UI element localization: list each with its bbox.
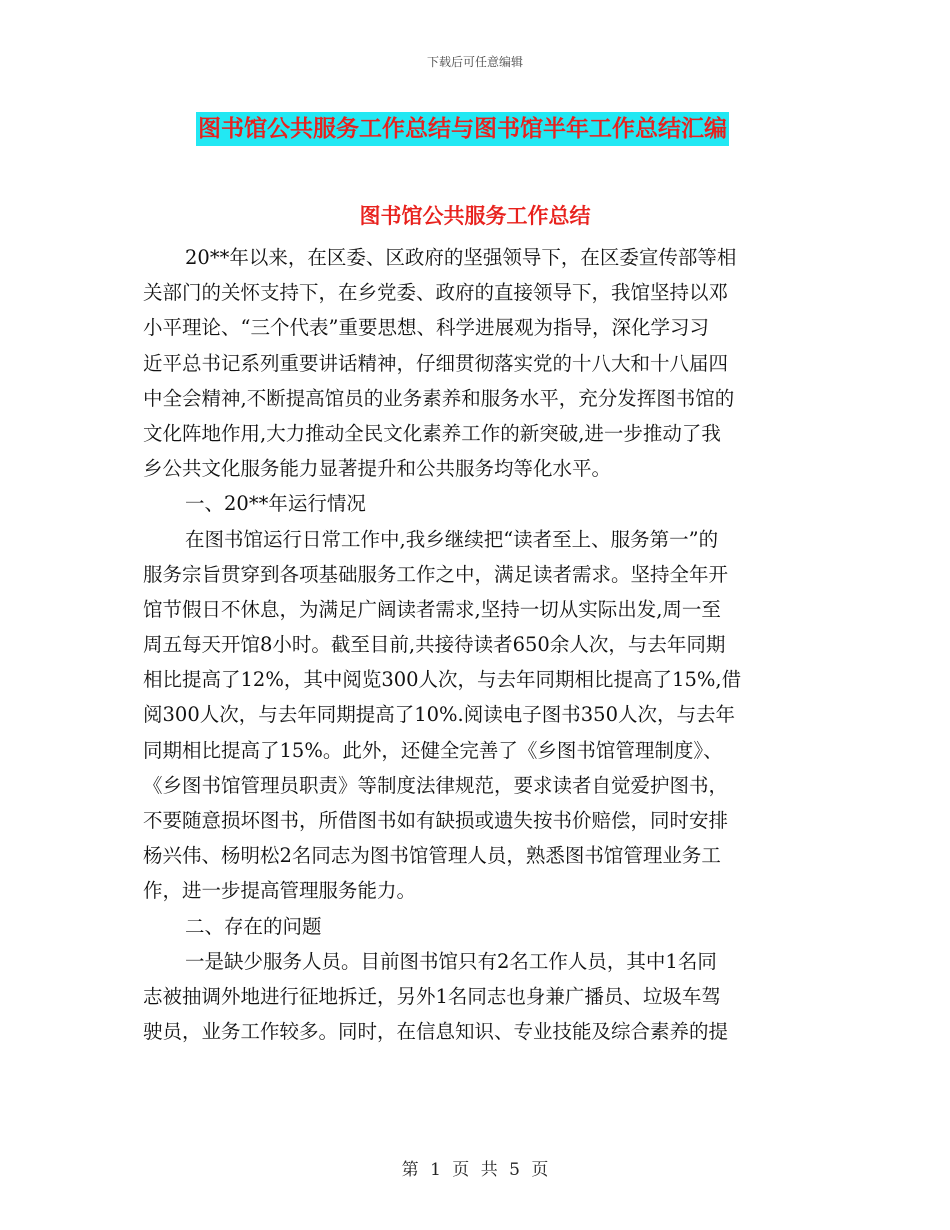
paragraph-line: 阅300人次，与去年同期提高了10%.阅读电子图书350人次，与去年 (143, 703, 735, 727)
paragraph-line: 中全会精神,不断提高馆员的业务素养和服务水平，充分发挥图书馆的 (143, 386, 735, 410)
paragraph-line: 同期相比提高了15%。此外，还健全完善了《乡图书馆管理制度》、 (143, 738, 723, 762)
section-title: 图书馆公共服务工作总结 (359, 204, 591, 228)
paragraph-line: 驶员，业务工作较多。同时，在信息知识、专业技能及综合素养的提 (143, 1020, 729, 1044)
paragraph-line: 近平总书记系列重要讲话精神，仔细贯彻落实党的十八大和十八届四 (143, 351, 729, 375)
page-header: 下载后可任意编辑 (426, 55, 523, 69)
paragraph-line: 在图书馆运行日常工作中,我乡继续把“读者至上、服务第一”的 (185, 527, 719, 551)
paragraph-line: 文化阵地作用,大力推动全民文化素养工作的新突破,进一步推动了我 (143, 421, 721, 445)
paragraph-line: 《乡图书馆管理员职责》等制度法律规范，要求读者自觉爱护图书， (143, 773, 729, 797)
paragraph-line: 作，进一步提高管理服务能力。 (143, 879, 417, 903)
page-footer: 第 1 页 共 5 页 (401, 1160, 549, 1180)
paragraph-line: 相比提高了12%，其中阅览300人次，与去年同期相比提高了15%,借 (143, 668, 742, 692)
paragraph-line: 20**年以来，在区委、区政府的坚强领导下，在区委宣传部等相 (185, 246, 737, 269)
document-title: 图书馆公共服务工作总结与图书馆半年工作总结汇编 (196, 112, 729, 146)
paragraph-line: 小平理论、“三个代表”重要思想、科学进展观为指导，深化学习习 (143, 316, 709, 340)
heading-line: 一、20**年运行情况 (185, 492, 366, 516)
paragraph-line: 服务宗旨贯穿到各项基础服务工作之中，满足读者需求。坚持全年开 (143, 562, 729, 586)
paragraph-line: 杨兴伟、杨明松2名同志为图书馆管理人员，熟悉图书馆管理业务工 (143, 844, 721, 868)
heading-line: 二、存在的问题 (185, 914, 322, 938)
paragraph-line: 不要随意损坏图书，所借图书如有缺损或遗失按书价赔偿，同时安排 (143, 809, 729, 832)
paragraph-line: 一是缺少服务人员。目前图书馆只有2名工作人员，其中1名同 (185, 949, 717, 973)
body-text (143, 240, 803, 1049)
paragraph-line: 志被抽调外地进行征地拆迁，另外1名同志也身兼广播员、垃圾车驾 (143, 984, 721, 1008)
paragraph-line: 周五每天开馆8小时。截至目前,共接待读者650余人次，与去年同期 (143, 633, 726, 657)
paragraph-line: 关部门的关怀支持下，在乡党委、政府的直接领导下，我馆坚持以邓 (143, 281, 729, 305)
paragraph-line: 乡公共文化服务能力显著提升和公共服务均等化水平。 (143, 457, 612, 481)
paragraph-line: 馆节假日不休息，为满足广阔读者需求,坚持一切从实际出发,周一至 (143, 597, 721, 621)
